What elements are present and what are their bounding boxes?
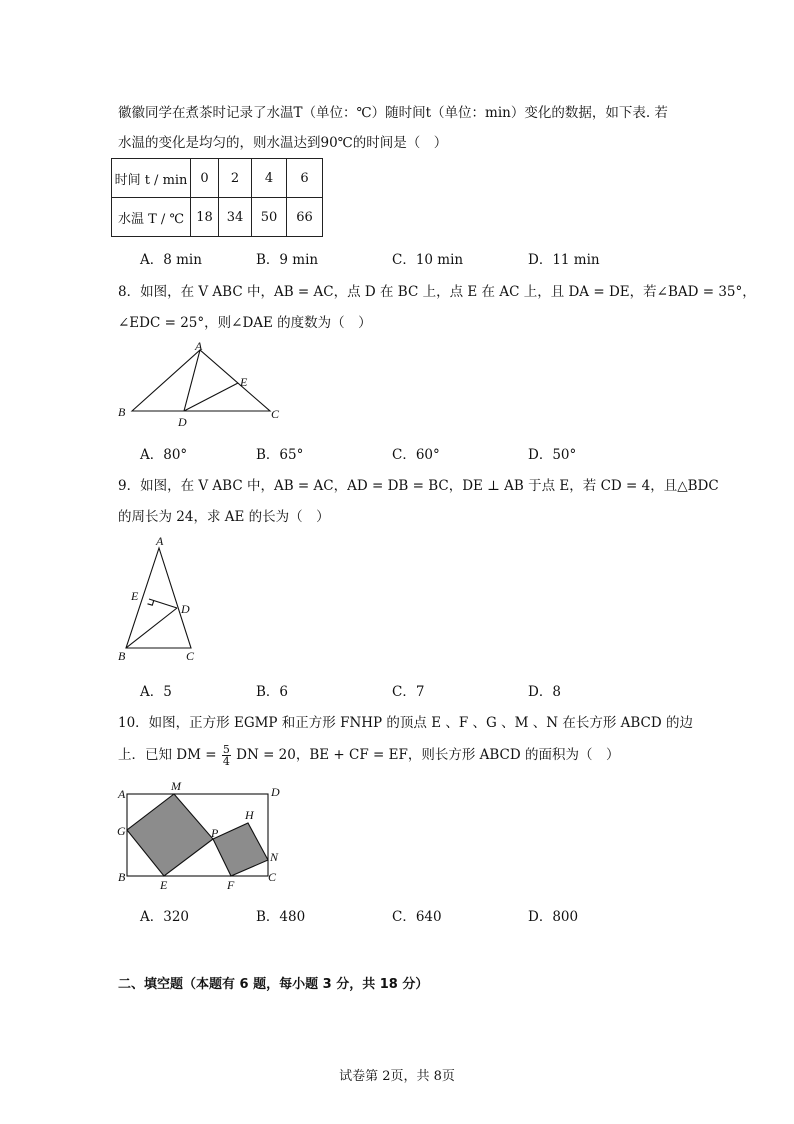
q10-rectangle-figure xyxy=(110,778,290,893)
label-d: D xyxy=(271,785,280,799)
label-h: H xyxy=(245,808,254,822)
option-a[interactable]: A．5 xyxy=(140,684,172,700)
option-d[interactable]: D．800 xyxy=(528,909,579,925)
label-b: B xyxy=(118,649,126,663)
fraction-five-fourths xyxy=(222,744,231,767)
option-b[interactable]: B．9 min xyxy=(256,252,319,268)
q9-options xyxy=(140,680,740,700)
option-b[interactable]: B．6 xyxy=(256,684,289,700)
label-a: A xyxy=(195,339,203,353)
option-c[interactable]: C．7 xyxy=(392,684,425,700)
q8-text-line1: 8．如图，在 V ABC 中，AB = AC，点 D 在 BC 上，点 E 在 AC 上，且 DA = DE，若∠BAD = 35°， xyxy=(118,284,756,300)
q8-triangle-figure xyxy=(110,338,300,430)
label-f: F xyxy=(227,878,235,892)
label-c: C xyxy=(186,649,195,663)
table-cell: 水温 T / ℃ xyxy=(112,198,191,237)
table-cell: 2 xyxy=(219,159,252,198)
label-d: D xyxy=(178,415,187,429)
q10-line2-prefix: 上．已知 DM = xyxy=(118,747,217,763)
fraction-denominator: 4 xyxy=(222,755,230,768)
section-heading-fill-in: 二、填空题（本题有 6 题，每小题 3 分，共 18 分） xyxy=(118,977,429,992)
label-b: B xyxy=(118,405,126,419)
label-d: D xyxy=(181,602,190,616)
table-row xyxy=(112,198,323,237)
q9-triangle-figure xyxy=(110,533,210,665)
option-a[interactable]: A．8 min xyxy=(140,252,202,268)
table-cell: 4 xyxy=(252,159,287,198)
label-c: C xyxy=(271,407,280,421)
option-d[interactable]: D．11 min xyxy=(528,252,600,268)
table-cell: 6 xyxy=(287,159,323,198)
q7-data-table xyxy=(111,158,323,237)
option-a[interactable]: A．80° xyxy=(140,447,188,463)
q7-options xyxy=(140,248,740,268)
option-c[interactable]: C．60° xyxy=(392,447,440,463)
label-m: M xyxy=(171,779,181,793)
table-cell: 0 xyxy=(191,159,219,198)
option-c[interactable]: C．640 xyxy=(392,909,442,925)
q8-options xyxy=(140,443,740,463)
table-row xyxy=(112,159,323,198)
option-d[interactable]: D．8 xyxy=(528,684,561,700)
q9-text-line2: 的周长为 24，求 AE 的长为（ ） xyxy=(118,509,330,525)
option-b[interactable]: B．65° xyxy=(256,447,304,463)
table-cell: 50 xyxy=(252,198,287,237)
q7-text-line1: 徽徽同学在煮茶时记录了水温T（单位：℃）随时间t（单位：min）变化的数据，如下表. 若 xyxy=(118,105,668,121)
table-cell: 18 xyxy=(191,198,219,237)
q10-line2-suffix: DN = 20，BE + CF = EF，则长方形 ABCD 的面积为（ ） xyxy=(236,747,620,763)
fraction-numerator: 5 xyxy=(222,743,230,756)
label-b: B xyxy=(118,870,126,884)
label-e: E xyxy=(160,878,168,892)
page-footer: 试卷第 2页，共 8页 xyxy=(339,1069,455,1084)
label-e: E xyxy=(131,589,139,603)
q7-text-line2: 水温的变化是均匀的，则水温达到90℃的时间是（ ） xyxy=(118,135,448,151)
label-a: A xyxy=(118,787,126,801)
label-p: P xyxy=(211,826,219,840)
q9-text-line1: 9．如图，在 V ABC 中，AB = AC，AD = DB = BC，DE ⊥ AB 于点 E，若 CD = 4，且△BDC xyxy=(118,478,719,494)
q10-text-line1: 10．如图，正方形 EGMP 和正方形 FNHP 的顶点 E 、F 、G 、M 、N 在长方形 ABCD 的边 xyxy=(118,715,693,731)
option-c[interactable]: C．10 min xyxy=(392,252,464,268)
table-cell: 34 xyxy=(219,198,252,237)
option-d[interactable]: D．50° xyxy=(528,447,577,463)
table-cell: 时间 t / min xyxy=(112,159,191,198)
option-b[interactable]: B．480 xyxy=(256,909,306,925)
label-e: E xyxy=(240,375,248,389)
q10-text-line2 xyxy=(118,738,620,772)
label-c: C xyxy=(268,870,277,884)
label-a: A xyxy=(156,534,164,548)
option-a[interactable]: A．320 xyxy=(140,909,190,925)
q8-text-line2: ∠EDC = 25°，则∠DAE 的度数为（ ） xyxy=(118,315,372,331)
q10-options xyxy=(140,905,740,925)
label-g: G xyxy=(117,824,126,838)
table-cell: 66 xyxy=(287,198,323,237)
label-n: N xyxy=(270,850,279,864)
